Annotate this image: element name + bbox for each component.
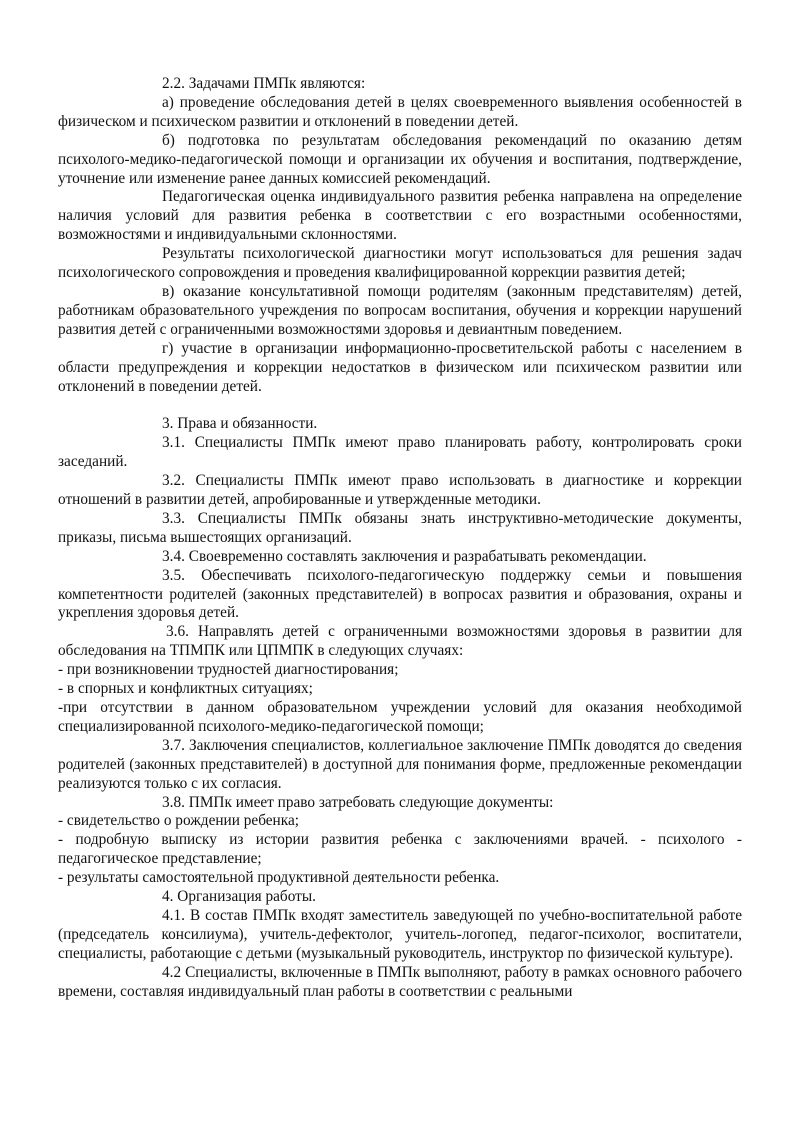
paragraph-2-2-g: г) участие в организации информационно-просветительской работы с населением в области предупреждения и коррекции недостатков в физическом или психическом развитии или отклонений в поведении детей. <box>58 339 742 395</box>
paragraph-3-1: 3.1. Специалисты ПМПк имеют право планировать работу, контролировать сроки заседаний. <box>58 434 742 471</box>
paragraph-4-1: 4.1. В состав ПМПк входят заместитель заведующей по учебно-воспитательной работе (председатель консилиума), учитель-дефектолог, учитель-логопед, педагог-психолог, воспитатели, специалисты, работающие с детьми (музыкальный руководитель, инструктор по физической культуре). <box>58 906 742 962</box>
section-4-heading: 4. Организация работы. <box>162 888 316 906</box>
blank-line <box>58 396 742 415</box>
paragraph-4-2: 4.2 Специалисты, включенные в ПМПк выполняют, работу в рамках основного рабочего времени, составляя индивидуальный план работы в соответствии с реальными <box>58 963 742 1000</box>
list-item-diagnostic-difficulties: - при возникновении трудностей диагностирования; <box>58 661 399 679</box>
paragraph-3-7: 3.7. Заключения специалистов, коллегиальное заключение ПМПк доводятся до сведения родителей (законных представителей) в доступной для понимания форме, предложенные рекомендации реализуются только с их согласия. <box>58 736 742 792</box>
paragraph-2-2-heading: 2.2. Задачами ПМПк являются: <box>162 75 366 92</box>
list-item-medical-history: - подробную выписку из истории развития ребенка с заключениями врачей. - психолого - педагогическое представление; <box>58 831 742 868</box>
paragraph-2-2-a: а) проведение обследования детей в целях своевременного выявления особенностей в физическом и психическом развитии и отклонений в поведении детей. <box>58 93 742 130</box>
section-3-heading: 3. Права и обязанности. <box>162 415 318 433</box>
paragraph-2-2-b: б) подготовка по результатам обследования рекомендаций по оказанию детям психолого-медико-педагогической помощи и организации их обучения и воспитания, подтверждение, уточнение или изменение ранее данных комиссией рекомендаций. <box>58 131 742 187</box>
paragraph-3-4: 3.4. Своевременно составлять заключения и разрабатывать рекомендации. <box>162 547 647 565</box>
list-item-no-conditions: -при отсутствии в данном образовательном учреждении условий для оказания необходимой специализированной психолого-медико-педагогической помощи; <box>58 699 742 735</box>
list-item-activity-results: - результаты самостоятельной продуктивной деятельности ребенка. <box>58 869 500 887</box>
paragraph-pedagogical-assessment: Педагогическая оценка индивидуального развития ребенка направлена на определение наличия условий для развития ребенка в соответствии с его возрастными особенностями, возможностями и индивидуальными склонностями. <box>58 188 742 244</box>
paragraph-2-2-v: в) оказание консультативной помощи родителям (законным представителям) детей, работникам образовательного учреждения по вопросам воспитания, обучения и коррекции нарушений развития детей с ограниченными возможностями здоровья и девиантным поведением. <box>58 282 742 338</box>
paragraph-psychological-diagnostics: Результаты психологической диагностики могут использоваться для решения задач психологического сопровождения и проведения квалифицированной коррекции развития детей; <box>58 245 742 282</box>
document-page <box>58 75 742 1002</box>
paragraph-3-8: 3.8. ПМПк имеет право затребовать следующие документы: <box>162 793 554 811</box>
paragraph-3-5: 3.5. Обеспечивать психолого-педагогическую поддержку семьи и повышения компетентности родителей (законных представителей) в вопросах развития и образования, охраны и укрепления здоровья детей. <box>58 566 742 622</box>
list-item-birth-certificate: - свидетельство о рождении ребенка; <box>58 812 299 830</box>
paragraph-3-6: 3.6. Направлять детей с ограниченными возможностями здоровья в развитии для обследования на ТПМПК или ЦПМПК в следующих случаях: <box>58 623 742 660</box>
list-item-disputed-situations: - в спорных и конфликтных ситуациях; <box>58 680 313 698</box>
paragraph-3-2: 3.2. Специалисты ПМПк имеют право использовать в диагностике и коррекции отношений в развитии детей, апробированные и утвержденные методики. <box>58 472 742 509</box>
paragraph-3-3: 3.3. Специалисты ПМПк обязаны знать инструктивно-методические документы, приказы, письма вышестоящих организаций. <box>58 509 742 546</box>
